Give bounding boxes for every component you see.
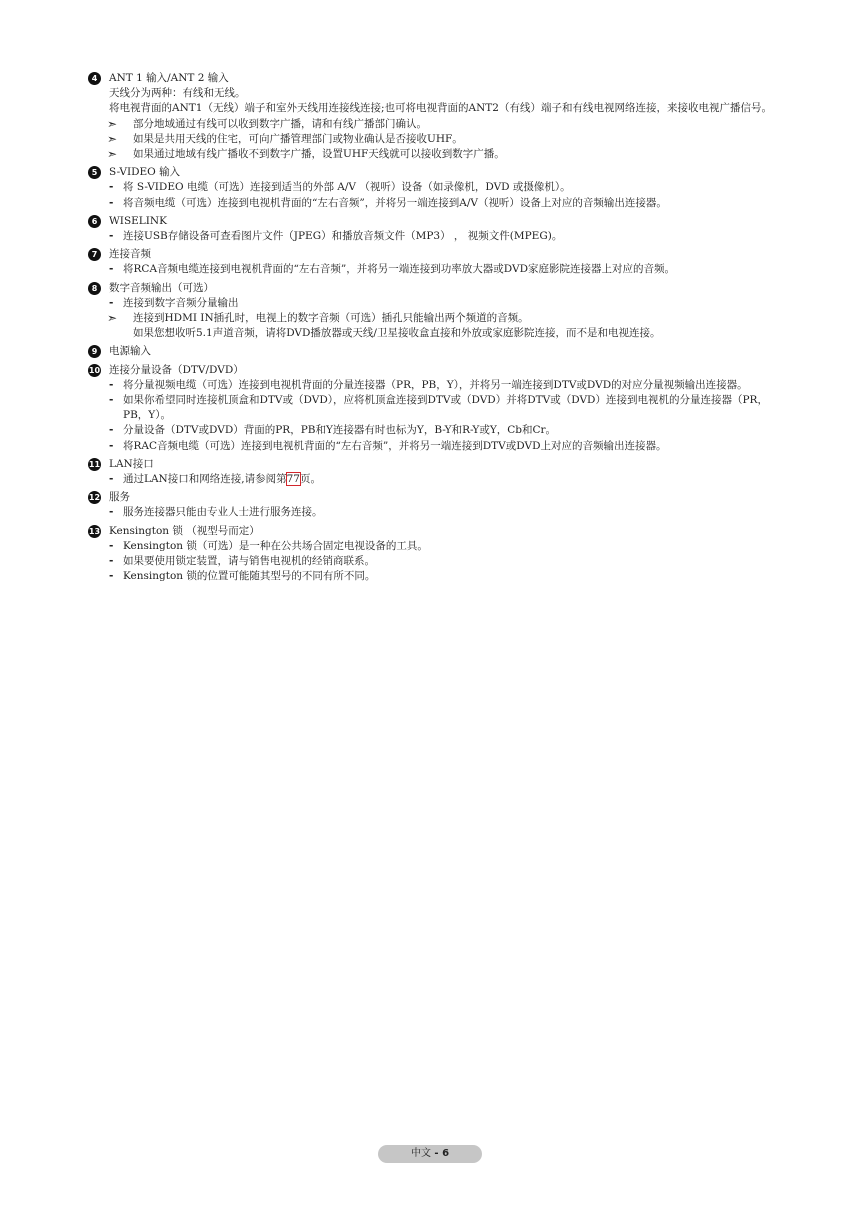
item-text: 服务连接器只能由专业人士进行服务连接。 <box>123 506 323 519</box>
section-heading <box>88 344 793 359</box>
paragraph <box>88 101 793 116</box>
note-item <box>88 147 793 162</box>
note-arrow-icon: ➣ <box>107 131 118 146</box>
section-title: Kensington 锁 （视型号而定） <box>109 524 260 537</box>
footer-language: 中文 <box>410 1148 431 1159</box>
section-number-icon: 11 <box>88 459 101 469</box>
item-text: 如果您想收听5.1声道音频，请将DVD播放器或天线/卫星接收盒直接和外放或家庭影院连接，而不是和电视连接。 <box>133 327 661 340</box>
section-heading <box>88 363 793 378</box>
item-text-after: 页。 <box>299 473 321 486</box>
item-text: 部分地域通过有线可以收到数字广播，请和有线广播部门确认。 <box>133 117 427 130</box>
bullet-item <box>88 423 793 438</box>
item-text: 将电视背面的ANT1（无线）端子和室外天线用连接线连接;也可将电视背面的ANT2（有线）端子和有线电视网络连接，来接收电视广播信号。 <box>109 102 772 115</box>
bullet-item <box>88 180 793 195</box>
section-9 <box>88 344 793 359</box>
item-text: 如果通过地域有线广播收不到数字广播，设置UHF天线就可以接收到数字广播。 <box>133 148 505 161</box>
note-arrow-icon: ➣ <box>107 147 118 162</box>
bullet-dash: - <box>109 570 114 583</box>
section-4 <box>88 71 793 162</box>
item-text: Kensington 锁的位置可能随其型号的不同有所不同。 <box>123 570 376 583</box>
bullet-item <box>88 296 793 311</box>
section-title: WISELINK <box>109 214 167 227</box>
note-item <box>88 311 793 326</box>
bullet-item <box>88 229 793 244</box>
bullet-item <box>88 505 793 520</box>
bullet-dash: - <box>109 555 114 568</box>
section-number-icon: 10 <box>88 365 101 375</box>
section-title: 电源输入 <box>109 345 151 358</box>
bullet-dash: - <box>109 506 114 519</box>
item-text: 如果要使用锁定装置，请与销售电视机的经销商联系。 <box>123 555 375 568</box>
section-title: ANT 1 输入/ANT 2 输入 <box>109 72 229 84</box>
section-5 <box>88 165 793 211</box>
note-item <box>88 117 793 132</box>
paragraph <box>88 86 793 101</box>
item-text: 将 S-VIDEO 电缆（可选）连接到适当的外部 A/V （视听）设备（如录像机，DVD 或摄像机）。 <box>123 181 571 194</box>
section-title: 连接音频 <box>109 248 151 261</box>
section-heading <box>88 281 793 296</box>
item-text: 如果你希望同时连接机顶盒和DTV或（DVD），应将机顶盒连接到DTV或（DVD）并将DTV或（DVD）连接到电视机的分量连接器（PR，PB，Y）。 <box>123 394 768 422</box>
section-heading <box>88 457 793 472</box>
section-title: S-VIDEO 输入 <box>109 166 181 179</box>
section-number-icon: 13 <box>88 526 101 536</box>
note-continuation <box>88 326 793 341</box>
bullet-item <box>88 569 793 584</box>
bullet-dash: - <box>109 230 114 243</box>
page-footer <box>378 1145 482 1163</box>
section-heading <box>88 247 793 262</box>
section-title: LAN接口 <box>109 457 154 470</box>
section-heading <box>88 524 793 539</box>
section-title: 连接分量设备（DTV/DVD） <box>109 363 244 376</box>
section-number-icon: 12 <box>88 493 101 503</box>
bullet-item <box>88 554 793 569</box>
section-number-icon: 7 <box>88 248 101 261</box>
note-arrow-icon: ➣ <box>107 116 118 131</box>
section-6 <box>88 214 793 244</box>
section-heading <box>88 490 793 505</box>
section-heading <box>88 71 793 86</box>
bullet-dash: - <box>109 296 114 309</box>
item-text: 分量设备（DTV或DVD）背面的PR，PB和Y连接器有时也标为Y，B-Y和R-Y或Y，Cb和Cr。 <box>123 424 557 437</box>
item-text: 将音频电缆（可选）连接到电视机背面的“左右音频”，并将另一端连接到A/V（视听）设备上对应的音频输出连接器。 <box>123 196 667 209</box>
note-item <box>88 132 793 147</box>
section-number-icon: 5 <box>88 166 101 179</box>
bullet-item <box>88 378 793 393</box>
bullet-dash: - <box>109 394 114 407</box>
footer-separator: - <box>430 1148 443 1159</box>
section-number-icon: 8 <box>88 282 101 295</box>
page-content <box>88 71 793 588</box>
bullet-dash: - <box>109 473 114 486</box>
section-13 <box>88 524 793 585</box>
bullet-item <box>88 539 793 554</box>
bullet-dash: - <box>109 181 114 194</box>
section-12 <box>88 490 793 520</box>
section-title: 服务 <box>109 491 130 504</box>
section-title: 数字音频输出（可选） <box>109 281 214 294</box>
bullet-dash: - <box>109 378 114 391</box>
bullet-dash: - <box>109 263 114 276</box>
item-text: 连接USB存储设备可查看图片文件（JPEG）和播放音频文件（MP3） ， 视频文件(MPEG)。 <box>123 230 563 243</box>
item-text: 将RCA音频电缆连接到电视机背面的“左右音频”，并将另一端连接到功率放大器或DVD家庭影院连接器上对应的音频。 <box>123 263 675 276</box>
section-number-icon: 6 <box>88 215 101 228</box>
section-number-icon: 4 <box>88 72 101 85</box>
item-text: 连接到数字音频分量输出 <box>123 296 239 309</box>
section-10 <box>88 363 793 454</box>
item-text: 通过LAN接口和网络连接,请参阅第 <box>123 473 287 486</box>
bullet-dash: - <box>109 539 114 552</box>
footer-page-number: 6 <box>442 1148 450 1159</box>
bullet-item <box>88 439 793 454</box>
section-11 <box>88 457 793 487</box>
item-text: Kensington 锁（可选）是一种在公共场合固定电视设备的工具。 <box>123 539 428 552</box>
item-text: 连接到HDMI IN插孔时，电视上的数字音频（可选）插孔只能输出两个频道的音频。 <box>133 312 529 325</box>
bullet-dash: - <box>109 196 114 209</box>
section-number-icon: 9 <box>88 345 101 358</box>
item-text: 将分量视频电缆（可选）连接到电视机背面的分量连接器（PR，PB，Y），并将另一端连接到DTV或DVD的对应分量视频输出连接器。 <box>123 378 748 391</box>
bullet-dash: - <box>109 424 114 437</box>
item-text: 将RAC音频电缆（可选）连接到电视机背面的“左右音频”，并将另一端连接到DTV或DVD上对应的音频输出连接器。 <box>123 439 667 452</box>
note-arrow-icon: ➣ <box>107 311 118 326</box>
section-7 <box>88 247 793 277</box>
bullet-item <box>88 196 793 211</box>
page-reference-link[interactable]: 77 <box>286 473 300 486</box>
bullet-dash: - <box>109 439 114 452</box>
bullet-item <box>88 262 793 277</box>
item-text: 如果是共用天线的住宅，可向广播管理部门或物业确认是否接收UHF。 <box>133 132 463 145</box>
bullet-item <box>88 472 793 487</box>
item-text: 天线分为两种：有线和无线。 <box>109 87 246 100</box>
section-heading <box>88 214 793 229</box>
section-heading <box>88 165 793 180</box>
section-8 <box>88 281 793 342</box>
bullet-item <box>88 393 793 423</box>
